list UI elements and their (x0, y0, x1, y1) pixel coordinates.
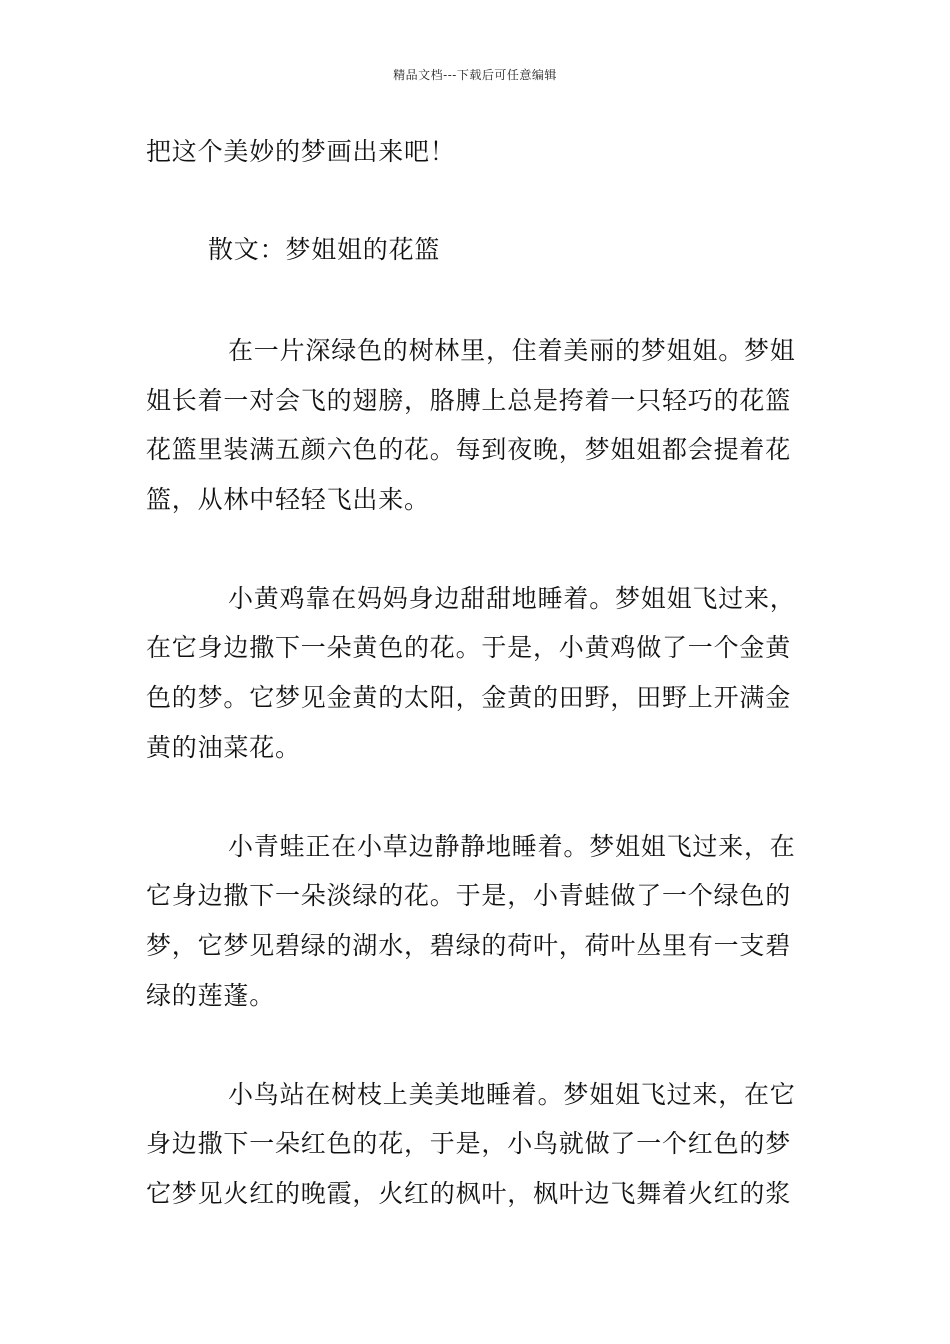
paragraph-1-line-3: 花篮里装满五颜六色的花。每到夜晚，梦姐姐都会提着花 (146, 435, 792, 464)
intro-line: 把这个美妙的梦画出来吧！ (146, 137, 456, 166)
paragraph-1-line-2: 姐长着一对会飞的翅膀，胳膊上总是挎着一只轻巧的花篮 (146, 386, 792, 415)
page-header: 精品文档---下载后可任意编辑 (393, 68, 557, 82)
paragraph-3-line-2: 它身边撒下一朵淡绿的花。于是，小青蛙做了一个绿色的 (146, 881, 792, 910)
paragraph-4-line-2: 身边撒下一朵红色的花，于是，小鸟就做了一个红色的梦 (146, 1129, 792, 1158)
paragraph-3-line-1: 小青蛙正在小草边静静地睡着。梦姐姐飞过来，在 (228, 832, 796, 861)
paragraph-4-line-3: 它梦见火红的晚霞，火红的枫叶，枫叶边飞舞着火红的浆 (146, 1179, 792, 1208)
paragraph-2-line-4: 黄的油菜花。 (146, 733, 301, 762)
paragraph-2-line-3: 色的梦。它梦见金黄的太阳，金黄的田野，田野上开满金 (146, 683, 792, 712)
paragraph-1-line-1: 在一片深绿色的树林里，住着美丽的梦姐姐。梦姐 (228, 336, 796, 365)
paragraph-2-line-2: 在它身边撒下一朵黄色的花。于是，小黄鸡做了一个金黄 (146, 633, 792, 662)
paragraph-2-line-1: 小黄鸡靠在妈妈身边甜甜地睡着。梦姐姐飞过来， (228, 584, 796, 613)
paragraph-3-line-3: 梦，它梦见碧绿的湖水，碧绿的荷叶，荷叶丛里有一支碧 (146, 931, 792, 960)
paragraph-3-line-4: 绿的莲蓬。 (146, 981, 276, 1010)
paragraph-1-line-4: 篮，从林中轻轻飞出来。 (146, 485, 430, 514)
paragraph-4-line-1: 小鸟站在树枝上美美地睡着。梦姐姐飞过来，在它 (228, 1080, 796, 1109)
essay-title: 散文：梦姐姐的花篮 (208, 235, 441, 264)
